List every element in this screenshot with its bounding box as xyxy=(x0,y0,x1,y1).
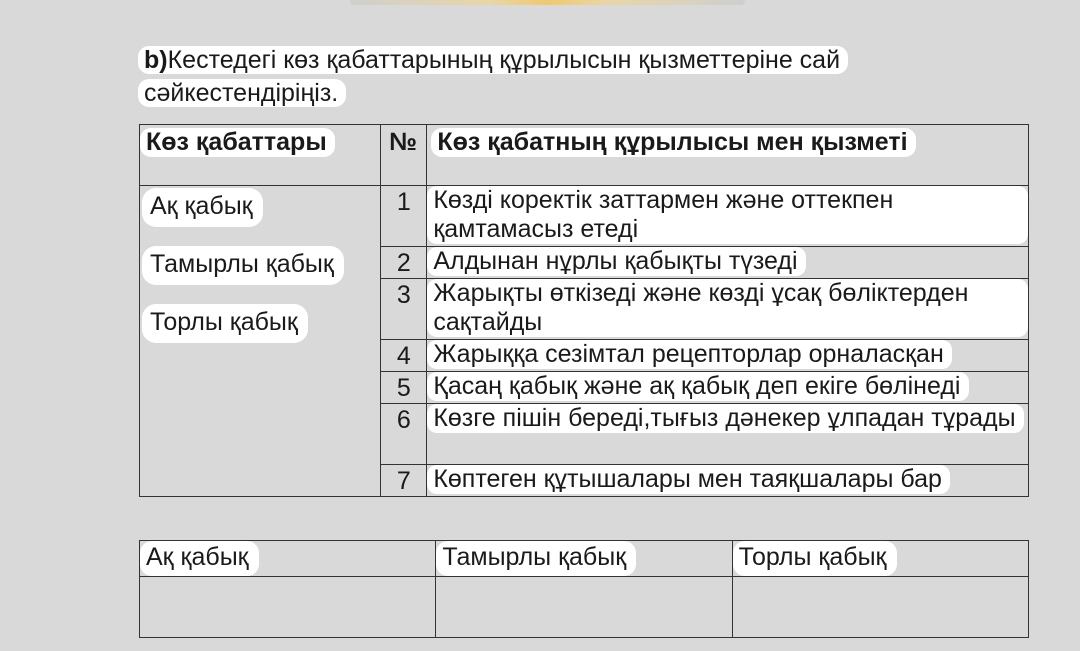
row-number: 3 xyxy=(396,281,411,309)
row-description: Жарыққа сезімтал рецепторлар орналасқан xyxy=(427,340,951,369)
header-layers: Көз қабаттары xyxy=(140,128,335,157)
row-number: 4 xyxy=(396,342,411,370)
answer-header-row xyxy=(140,541,1029,577)
table-header-row xyxy=(140,125,1029,186)
row-number: 5 xyxy=(396,374,411,402)
layer-sclera: Ақ қабық xyxy=(142,188,263,227)
row-description: Көзге пішін береді,тығыз дәнекер ұлпадан тұрады xyxy=(427,404,1023,433)
answer-input-row xyxy=(140,577,1029,638)
photo-edge-strip xyxy=(350,0,745,5)
answer-col-choroid: Тамырлы қабық xyxy=(436,541,636,576)
answer-col-retina: Торлы қабық xyxy=(733,541,897,576)
table-row xyxy=(140,186,1029,247)
row-description: Қасаң қабық және ақ қабық деп екіге бөлінеді xyxy=(427,372,968,401)
answer-col-sclera: Ақ қабық xyxy=(140,541,259,576)
question-text xyxy=(138,44,928,110)
header-description: Көз қабатның құрылысы мен қызметі xyxy=(431,128,915,157)
question-body: Кестедегі көз қабаттарының құрылысын қызметтеріне сай сәйкестендіріңіз. xyxy=(144,46,841,107)
layer-choroid: Тамырлы қабық xyxy=(142,246,344,285)
header-number: № xyxy=(389,128,418,156)
row-description: Алдынан нұрлы қабықты түзеді xyxy=(427,247,805,276)
layers-column xyxy=(140,186,381,497)
row-description: Көптеген құтышалары мен таяқшалары бар xyxy=(427,465,950,494)
answer-cell-choroid[interactable] xyxy=(436,577,732,638)
row-number: 2 xyxy=(396,249,411,277)
row-description: Жарықты өткізеді және көзді ұсақ бөліктерден сақтайды xyxy=(427,279,1028,337)
row-description: Көзді коректік заттармен және оттекпен қамтамасыз етеді xyxy=(427,186,1028,244)
row-number: 1 xyxy=(396,188,411,216)
row-number: 7 xyxy=(396,467,411,495)
matching-table xyxy=(139,124,1029,497)
question-letter: b) xyxy=(144,46,168,74)
answer-cell-sclera[interactable] xyxy=(140,577,436,638)
answer-cell-retina[interactable] xyxy=(732,577,1028,638)
layer-retina: Торлы қабық xyxy=(142,304,308,343)
answer-table xyxy=(139,540,1029,638)
row-number: 6 xyxy=(396,406,411,434)
